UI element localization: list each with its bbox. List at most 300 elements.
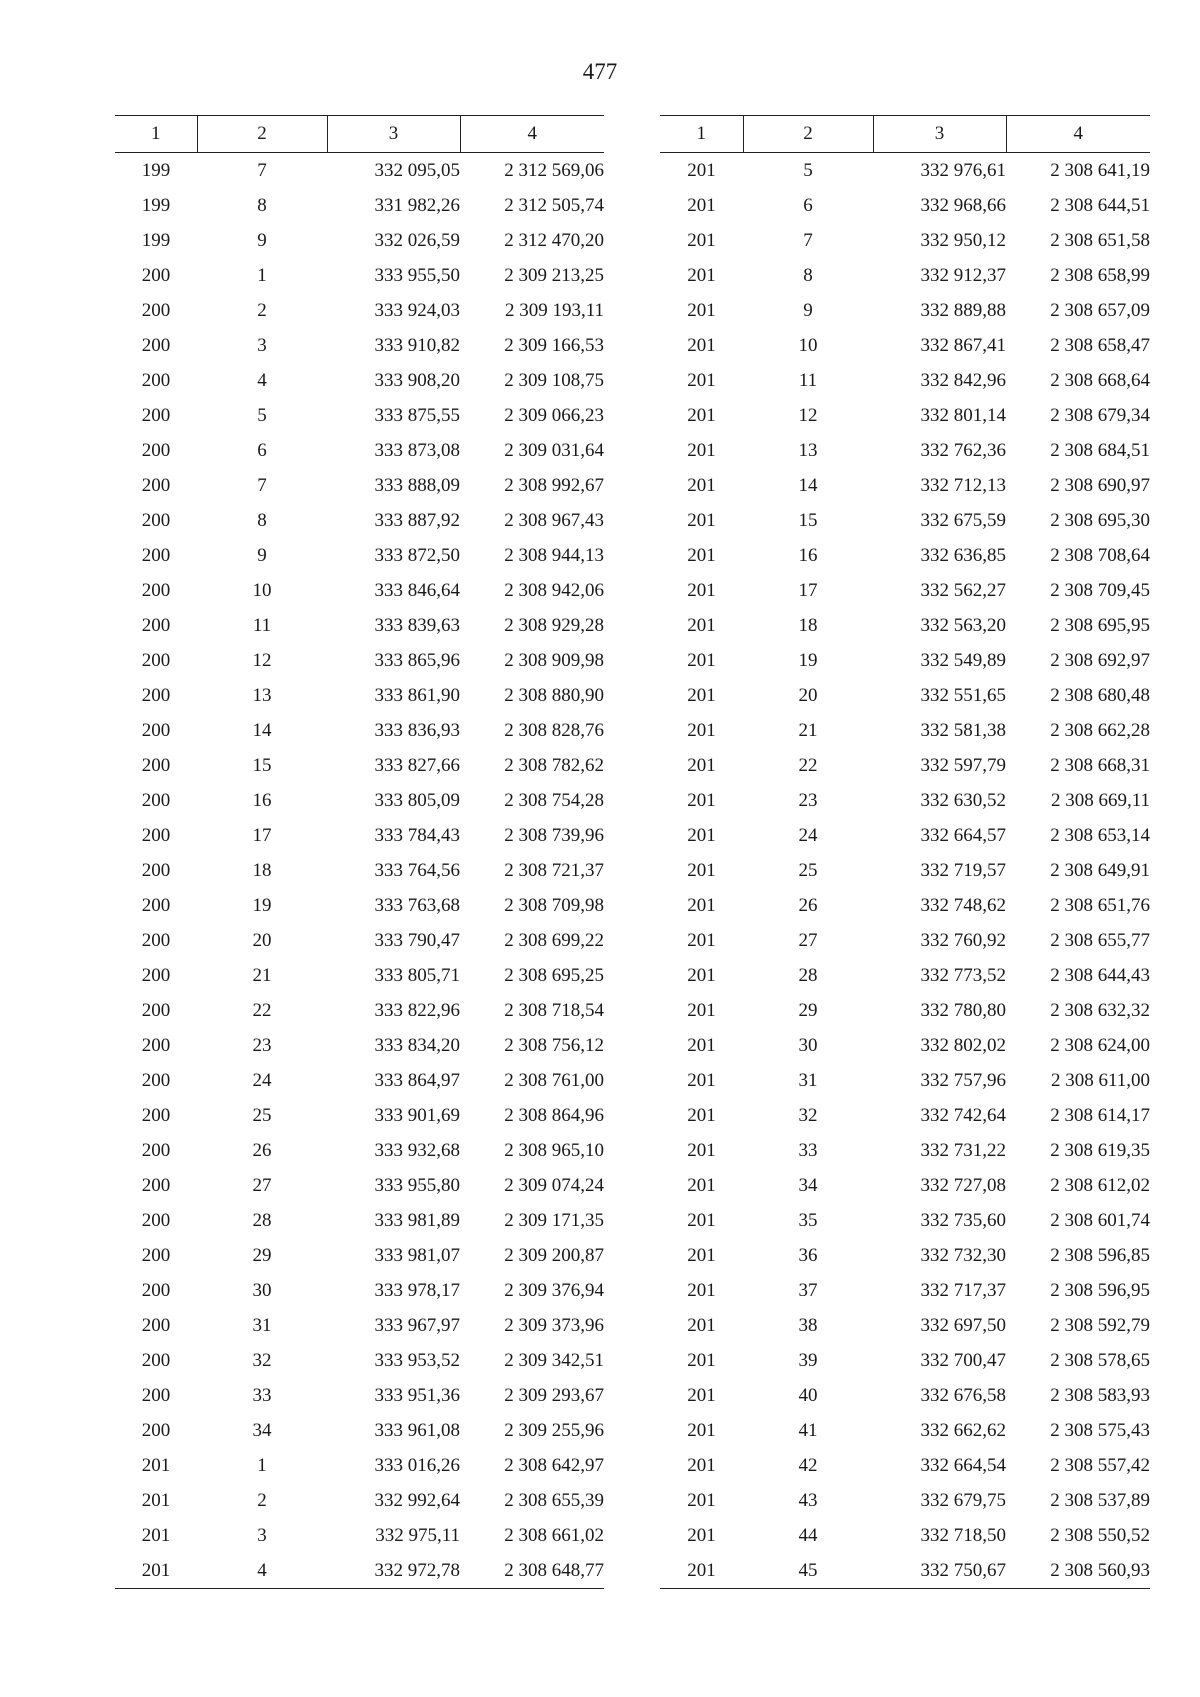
header-row xyxy=(115,116,604,153)
table-row xyxy=(115,1448,604,1483)
table-cell: 200 xyxy=(141,1384,171,1406)
table-cell: 333 978,17 xyxy=(374,1279,460,1301)
table-cell: 333 763,68 xyxy=(374,894,460,916)
table-cell: 332 675,59 xyxy=(920,509,1006,531)
table-cell: 332 026,59 xyxy=(374,229,460,251)
column-header: 3 xyxy=(327,116,460,153)
table-cell: 2 309 171,35 xyxy=(504,1209,604,1231)
table-cell: 37 xyxy=(798,1279,818,1301)
table-cell: 2 309 066,23 xyxy=(504,404,604,426)
table-cell: 332 968,66 xyxy=(920,194,1006,216)
table-cell: 333 846,64 xyxy=(374,579,460,601)
table-row xyxy=(660,433,1150,468)
table-cell: 201 xyxy=(687,964,716,986)
table-cell: 2 308 611,00 xyxy=(1050,1069,1150,1091)
table-cell: 2 308 692,97 xyxy=(1050,649,1150,671)
table-cell: 26 xyxy=(798,894,818,916)
table-cell: 2 308 690,97 xyxy=(1050,474,1150,496)
table-cell: 201 xyxy=(687,1069,716,1091)
table-row xyxy=(115,538,604,573)
table-row xyxy=(115,1238,604,1273)
table-row xyxy=(115,223,604,258)
table-cell: 332 757,96 xyxy=(920,1069,1006,1091)
table-cell: 200 xyxy=(141,1314,171,1336)
table-cell: 333 861,90 xyxy=(374,684,460,706)
table-row xyxy=(660,1553,1150,1589)
table-cell: 332 801,14 xyxy=(920,404,1006,426)
table-cell: 333 827,66 xyxy=(374,754,460,776)
table-body xyxy=(115,153,604,1589)
table-cell: 200 xyxy=(141,999,171,1021)
table-cell: 333 953,52 xyxy=(374,1349,460,1371)
table-cell: 34 xyxy=(798,1174,818,1196)
table-cell: 201 xyxy=(115,1553,197,1589)
table-cell: 200 xyxy=(141,1209,171,1231)
table-cell: 2 308 718,54 xyxy=(504,999,604,1021)
table-cell: 16 xyxy=(798,544,818,566)
table-cell: 333 901,69 xyxy=(374,1104,460,1126)
table-cell: 15 xyxy=(252,754,272,776)
table-row xyxy=(115,363,604,398)
table-body xyxy=(660,153,1150,1589)
table-row xyxy=(660,468,1150,503)
table-cell: 2 308 684,51 xyxy=(1050,439,1150,461)
table-row xyxy=(115,503,604,538)
table-cell: 200 xyxy=(141,824,171,846)
table-cell: 2 308 739,96 xyxy=(504,824,604,846)
table-cell: 2 308 648,77 xyxy=(460,1553,604,1589)
table-row xyxy=(660,713,1150,748)
table-cell: 43 xyxy=(798,1489,818,1511)
table-row xyxy=(115,1133,604,1168)
table-cell: 332 636,85 xyxy=(920,544,1006,566)
table-row xyxy=(660,398,1150,433)
table-cell: 2 309 342,51 xyxy=(504,1349,604,1371)
table-cell: 201 xyxy=(687,474,716,496)
table-row xyxy=(660,1413,1150,1448)
table-row xyxy=(660,1098,1150,1133)
table-cell: 22 xyxy=(798,754,818,776)
table-row xyxy=(115,818,604,853)
table-cell: 201 xyxy=(687,1419,716,1441)
table-row xyxy=(660,1203,1150,1238)
table-cell: 332 735,60 xyxy=(920,1209,1006,1231)
table-cell: 2 308 880,90 xyxy=(504,684,604,706)
table-cell: 200 xyxy=(141,719,171,741)
table-cell: 14 xyxy=(252,719,272,741)
table-cell: 2 309 074,24 xyxy=(504,1174,604,1196)
table-cell: 333 875,55 xyxy=(374,404,460,426)
table-cell: 2 308 669,11 xyxy=(1050,789,1150,811)
table-cell: 25 xyxy=(798,859,818,881)
table-cell: 6 xyxy=(803,194,813,216)
table-cell: 2 309 293,67 xyxy=(504,1384,604,1406)
table-cell: 201 xyxy=(687,194,716,216)
table-cell: 332 630,52 xyxy=(920,789,1006,811)
table-cell: 332 773,52 xyxy=(920,964,1006,986)
table-cell: 8 xyxy=(257,509,267,531)
table-cell: 201 xyxy=(687,1104,716,1126)
table-cell: 200 xyxy=(141,404,171,426)
table-cell: 333 864,97 xyxy=(374,1069,460,1091)
table-cell: 2 308 601,74 xyxy=(1050,1209,1150,1231)
table-cell: 2 312 569,06 xyxy=(504,159,604,181)
table-cell: 201 xyxy=(687,1244,716,1266)
table-cell: 14 xyxy=(798,474,818,496)
table-cell: 2 xyxy=(257,1489,267,1511)
table-row xyxy=(660,1133,1150,1168)
table-cell: 25 xyxy=(252,1104,272,1126)
table-cell: 201 xyxy=(687,1139,716,1161)
table-cell: 201 xyxy=(687,229,716,251)
table-cell: 2 308 592,79 xyxy=(1050,1314,1150,1336)
table-cell: 201 xyxy=(687,1034,716,1056)
table-row xyxy=(115,1483,604,1518)
table-cell: 333 981,89 xyxy=(374,1209,460,1231)
table-row xyxy=(115,398,604,433)
table-row xyxy=(115,1028,604,1063)
table-cell: 333 924,03 xyxy=(374,299,460,321)
table-cell: 201 xyxy=(687,1384,716,1406)
table-cell: 8 xyxy=(803,264,813,286)
table-cell: 332 664,57 xyxy=(920,824,1006,846)
table-cell: 2 308 575,43 xyxy=(1050,1419,1150,1441)
table-cell: 332 742,64 xyxy=(920,1104,1006,1126)
table-cell: 2 309 193,11 xyxy=(504,299,604,321)
table-cell: 200 xyxy=(141,894,171,916)
coordinates-table-left xyxy=(115,115,604,1589)
table-cell: 2 308 550,52 xyxy=(1050,1524,1150,1546)
table-cell: 2 308 658,99 xyxy=(1050,264,1150,286)
page-number: 477 xyxy=(582,59,618,84)
table-row xyxy=(660,363,1150,398)
table-cell: 332 889,88 xyxy=(920,299,1006,321)
table-cell: 2 308 864,96 xyxy=(504,1104,604,1126)
table-cell: 332 712,13 xyxy=(920,474,1006,496)
table-row xyxy=(660,293,1150,328)
table-row xyxy=(115,188,604,223)
table-cell: 2 308 614,17 xyxy=(1050,1104,1150,1126)
table-cell: 200 xyxy=(141,614,171,636)
table-cell: 200 xyxy=(141,334,171,356)
table-cell: 332 950,12 xyxy=(920,229,1006,251)
table-cell: 201 xyxy=(687,719,716,741)
table-row xyxy=(660,153,1150,189)
table-cell: 2 308 596,85 xyxy=(1050,1244,1150,1266)
table-cell: 2 308 619,35 xyxy=(1050,1139,1150,1161)
table-cell: 19 xyxy=(798,649,818,671)
table-cell: 201 xyxy=(687,1174,716,1196)
table-cell: 41 xyxy=(798,1419,818,1441)
table-cell: 332 679,75 xyxy=(920,1489,1006,1511)
table-cell: 332 762,36 xyxy=(920,439,1006,461)
table-row xyxy=(660,328,1150,363)
table-row xyxy=(115,853,604,888)
table-cell: 332 664,54 xyxy=(920,1454,1006,1476)
table-cell: 20 xyxy=(252,929,272,951)
table-cell: 201 xyxy=(687,859,716,881)
table-cell: 333 981,07 xyxy=(374,1244,460,1266)
table-cell: 201 xyxy=(687,369,716,391)
table-cell: 2 308 612,02 xyxy=(1050,1174,1150,1196)
table-cell: 2 308 967,43 xyxy=(504,509,604,531)
table-cell: 331 982,26 xyxy=(374,194,460,216)
table-cell: 2 308 624,00 xyxy=(1050,1034,1150,1056)
table-cell: 333 764,56 xyxy=(374,859,460,881)
table-cell: 2 308 658,47 xyxy=(1050,334,1150,356)
table-cell: 2 308 754,28 xyxy=(504,789,604,811)
table-cell: 332 662,62 xyxy=(920,1419,1006,1441)
table-cell: 11 xyxy=(798,369,818,391)
table-row xyxy=(660,1483,1150,1518)
table-row xyxy=(660,573,1150,608)
table-cell: 28 xyxy=(252,1209,272,1231)
table-cell: 333 805,71 xyxy=(374,964,460,986)
table-cell: 201 xyxy=(687,509,716,531)
table-cell: 13 xyxy=(798,439,818,461)
table-cell: 2 308 942,06 xyxy=(504,579,604,601)
table-cell: 201 xyxy=(687,544,716,566)
table-cell: 332 975,11 xyxy=(375,1524,460,1546)
table-row xyxy=(115,293,604,328)
table-cell: 201 xyxy=(687,159,716,181)
table-row xyxy=(660,223,1150,258)
table-cell: 201 xyxy=(687,264,716,286)
table-cell: 2 309 373,96 xyxy=(504,1314,604,1336)
table-cell: 332 972,78 xyxy=(327,1553,460,1589)
table-row xyxy=(660,608,1150,643)
table-cell: 201 xyxy=(687,649,716,671)
table-cell: 2 308 641,19 xyxy=(1050,159,1150,181)
table-row xyxy=(115,1098,604,1133)
table-cell: 200 xyxy=(141,439,171,461)
table-cell: 30 xyxy=(798,1034,818,1056)
table-cell: 200 xyxy=(141,1139,171,1161)
table-cell: 332 700,47 xyxy=(920,1349,1006,1371)
table-cell: 332 976,61 xyxy=(920,159,1006,181)
table-cell: 201 xyxy=(660,1553,743,1589)
table-row xyxy=(660,678,1150,713)
table-cell: 201 xyxy=(687,789,716,811)
table-cell: 201 xyxy=(687,614,716,636)
table-cell: 201 xyxy=(687,754,716,776)
table-cell: 333 790,47 xyxy=(374,929,460,951)
table-cell: 45 xyxy=(743,1553,873,1589)
table-cell: 201 xyxy=(687,824,716,846)
table-cell: 40 xyxy=(798,1384,818,1406)
table-row xyxy=(115,1273,604,1308)
table-cell: 200 xyxy=(141,474,171,496)
table-cell: 200 xyxy=(141,509,171,531)
table-cell: 18 xyxy=(798,614,818,636)
table-cell: 39 xyxy=(798,1349,818,1371)
table-cell: 332 992,64 xyxy=(374,1489,460,1511)
table-cell: 10 xyxy=(798,334,818,356)
table-row xyxy=(115,1063,604,1098)
table-cell: 2 308 909,98 xyxy=(504,649,604,671)
table-cell: 332 562,27 xyxy=(920,579,1006,601)
table-row xyxy=(115,1168,604,1203)
table-cell: 21 xyxy=(798,719,818,741)
table-cell: 332 597,79 xyxy=(920,754,1006,776)
table-cell: 32 xyxy=(798,1104,818,1126)
table-cell: 2 308 557,42 xyxy=(1050,1454,1150,1476)
table-cell: 16 xyxy=(252,789,272,811)
table-cell: 200 xyxy=(141,754,171,776)
table-cell: 34 xyxy=(252,1419,272,1441)
table-cell: 333 873,08 xyxy=(374,439,460,461)
table-cell: 199 xyxy=(141,159,171,181)
table-cell: 2 308 649,91 xyxy=(1050,859,1150,881)
table-cell: 2 308 644,43 xyxy=(1050,964,1150,986)
table-cell: 200 xyxy=(141,1174,171,1196)
table-cell: 332 549,89 xyxy=(920,649,1006,671)
table-row xyxy=(660,258,1150,293)
table-cell: 4 xyxy=(257,369,267,391)
table-cell: 2 308 929,28 xyxy=(504,614,604,636)
table-row xyxy=(115,608,604,643)
table-row xyxy=(115,1343,604,1378)
table-row xyxy=(115,643,604,678)
header-row xyxy=(660,116,1150,153)
table-cell: 332 676,58 xyxy=(920,1384,1006,1406)
table-cell: 333 805,09 xyxy=(374,789,460,811)
table-cell: 201 xyxy=(687,579,716,601)
table-cell: 2 308 992,67 xyxy=(504,474,604,496)
table-cell: 28 xyxy=(798,964,818,986)
table-cell: 332 750,67 xyxy=(873,1553,1006,1589)
table-cell: 201 xyxy=(687,439,716,461)
table-cell: 2 308 596,95 xyxy=(1050,1279,1150,1301)
table-cell: 2 309 213,25 xyxy=(504,264,604,286)
table-cell: 2 308 680,48 xyxy=(1050,684,1150,706)
table-cell: 2 309 166,53 xyxy=(504,334,604,356)
table-cell: 333 961,08 xyxy=(374,1419,460,1441)
table-cell: 333 955,80 xyxy=(374,1174,460,1196)
table-cell: 333 822,96 xyxy=(374,999,460,1021)
table-cell: 201 xyxy=(687,404,716,426)
table-cell: 333 910,82 xyxy=(374,334,460,356)
table-cell: 2 308 644,51 xyxy=(1050,194,1150,216)
table-cell: 333 865,96 xyxy=(374,649,460,671)
table-cell: 2 308 695,30 xyxy=(1050,509,1150,531)
table-cell: 333 836,93 xyxy=(374,719,460,741)
table-cell: 332 563,20 xyxy=(920,614,1006,636)
table-cell: 12 xyxy=(798,404,818,426)
table-cell: 332 802,02 xyxy=(920,1034,1006,1056)
table-cell: 2 308 699,22 xyxy=(504,929,604,951)
table-cell: 30 xyxy=(252,1279,272,1301)
table-row xyxy=(660,503,1150,538)
table-cell: 2 308 782,62 xyxy=(504,754,604,776)
table-cell: 199 xyxy=(141,229,171,251)
table-cell: 27 xyxy=(798,929,818,951)
table-cell: 332 581,38 xyxy=(920,719,1006,741)
table-row xyxy=(660,993,1150,1028)
table-row xyxy=(115,678,604,713)
table-cell: 42 xyxy=(798,1454,818,1476)
table-cell: 200 xyxy=(141,1069,171,1091)
table-header xyxy=(660,116,1150,153)
table-cell: 332 867,41 xyxy=(920,334,1006,356)
table-cell: 2 308 721,37 xyxy=(504,859,604,881)
table-cell: 2 309 200,87 xyxy=(504,1244,604,1266)
table-cell: 201 xyxy=(687,334,716,356)
table-cell: 200 xyxy=(141,929,171,951)
table-cell: 200 xyxy=(141,1419,171,1441)
table-row xyxy=(660,1308,1150,1343)
table-row xyxy=(115,958,604,993)
table-cell: 200 xyxy=(141,684,171,706)
table-cell: 26 xyxy=(252,1139,272,1161)
table-row xyxy=(115,783,604,818)
table-cell: 332 717,37 xyxy=(920,1279,1006,1301)
table-cell: 333 887,92 xyxy=(374,509,460,531)
table-cell: 332 697,50 xyxy=(920,1314,1006,1336)
table-row xyxy=(660,1028,1150,1063)
column-header: 1 xyxy=(115,116,197,153)
table-row xyxy=(660,1378,1150,1413)
table-cell: 201 xyxy=(687,1209,716,1231)
table-cell: 200 xyxy=(141,1349,171,1371)
table-cell: 2 308 761,00 xyxy=(504,1069,604,1091)
table-cell: 27 xyxy=(252,1174,272,1196)
table-cell: 18 xyxy=(252,859,272,881)
table-cell: 201 xyxy=(687,684,716,706)
table-row xyxy=(660,188,1150,223)
table-row xyxy=(115,258,604,293)
table-cell: 9 xyxy=(257,544,267,566)
table-cell: 333 888,09 xyxy=(374,474,460,496)
table-cell: 200 xyxy=(141,544,171,566)
table-cell: 200 xyxy=(141,579,171,601)
column-header: 4 xyxy=(460,116,604,153)
table-cell: 333 967,97 xyxy=(374,1314,460,1336)
table-row xyxy=(660,1238,1150,1273)
table-cell: 2 308 662,28 xyxy=(1050,719,1150,741)
table-cell: 333 951,36 xyxy=(374,1384,460,1406)
table-row xyxy=(660,1448,1150,1483)
table-cell: 201 xyxy=(141,1454,171,1476)
table-row xyxy=(115,468,604,503)
table-cell: 200 xyxy=(141,299,171,321)
table-cell: 7 xyxy=(257,159,267,181)
table-cell: 33 xyxy=(252,1384,272,1406)
table-cell: 13 xyxy=(252,684,272,706)
table-cell: 201 xyxy=(141,1489,171,1511)
table-cell: 32 xyxy=(252,1349,272,1371)
table-cell: 200 xyxy=(141,964,171,986)
table-cell: 29 xyxy=(252,1244,272,1266)
table-cell: 332 731,22 xyxy=(920,1139,1006,1161)
table-cell: 2 308 583,93 xyxy=(1050,1384,1150,1406)
table-cell: 15 xyxy=(798,509,818,531)
table-cell: 2 308 653,14 xyxy=(1050,824,1150,846)
table-row xyxy=(660,923,1150,958)
table-cell: 332 719,57 xyxy=(920,859,1006,881)
table-cell: 333 955,50 xyxy=(374,264,460,286)
table-cell: 332 780,80 xyxy=(920,999,1006,1021)
table-cell: 11 xyxy=(252,614,272,636)
table-cell: 24 xyxy=(252,1069,272,1091)
table-row xyxy=(660,748,1150,783)
table-cell: 2 312 470,20 xyxy=(504,229,604,251)
table-cell: 2 308 537,89 xyxy=(1050,1489,1150,1511)
table-cell: 332 732,30 xyxy=(920,1244,1006,1266)
table-cell: 1 xyxy=(257,1454,267,1476)
table-cell: 19 xyxy=(252,894,272,916)
table-cell: 333 932,68 xyxy=(374,1139,460,1161)
